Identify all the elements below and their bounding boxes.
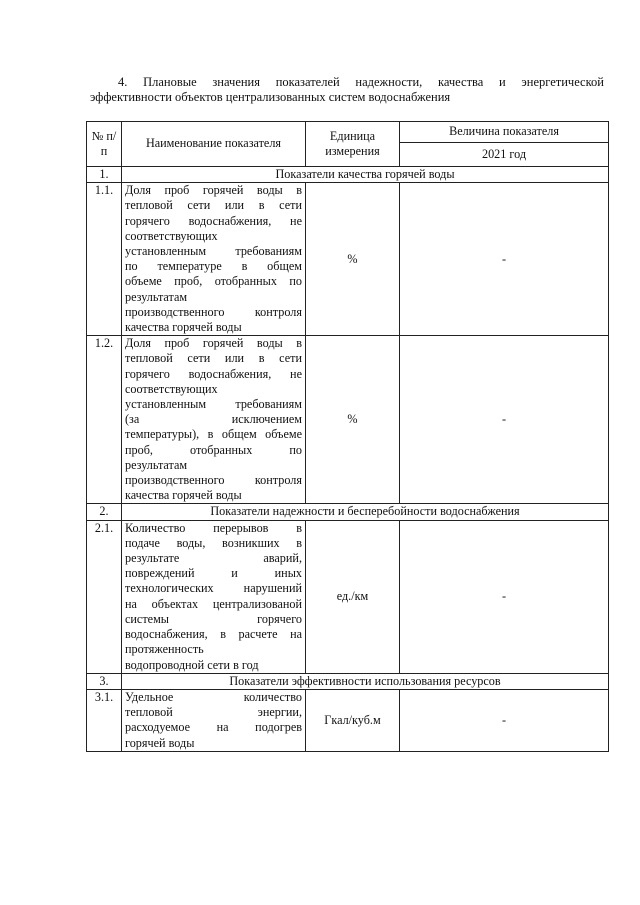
indicator-name-line: температуры), в общем объеме bbox=[125, 427, 302, 442]
indicator-name-line: качества горячей воды bbox=[125, 320, 242, 335]
indicator-name-line: соответствующих bbox=[125, 228, 218, 243]
indicator-name-line: установленным требованиям bbox=[125, 244, 302, 259]
indicator-name-line: качества горячей воды bbox=[125, 488, 242, 503]
indicator-row bbox=[87, 336, 609, 504]
indicator-name-line: протяженность bbox=[125, 642, 204, 657]
indicator-value: - bbox=[400, 183, 609, 336]
indicator-name-line: горячей воды bbox=[125, 735, 195, 750]
indicator-value: - bbox=[400, 520, 609, 673]
indicator-name-line: тепловой сети или в сети bbox=[125, 198, 302, 213]
indicator-name-line: Доля проб горячей воды в bbox=[125, 336, 302, 351]
indicators-table bbox=[86, 121, 609, 752]
section-num: 3. bbox=[87, 673, 122, 689]
indicator-name-line: проб, отобранных по bbox=[125, 442, 302, 457]
indicator-value: - bbox=[400, 689, 609, 751]
section-heading bbox=[90, 75, 604, 105]
indicator-num: 1.1. bbox=[87, 183, 122, 336]
indicator-name-line: тепловой сети или в сети bbox=[125, 351, 302, 366]
section-num: 1. bbox=[87, 167, 122, 183]
section-row bbox=[87, 673, 609, 689]
indicator-unit: % bbox=[306, 183, 400, 336]
indicator-name bbox=[122, 520, 306, 673]
header-year: 2021 год bbox=[400, 143, 609, 167]
indicator-name-line: Удельное количество bbox=[125, 689, 302, 704]
indicator-num: 2.1. bbox=[87, 520, 122, 673]
indicator-name-line: подаче воды, возникших в bbox=[125, 535, 302, 550]
indicator-name-line: результатам bbox=[125, 289, 188, 304]
indicator-name-line: объеме проб, отобранных по bbox=[125, 274, 302, 289]
indicator-row bbox=[87, 183, 609, 336]
indicator-name-line: производственного контроля bbox=[125, 473, 302, 488]
table-header-row bbox=[87, 122, 609, 143]
heading-line-2: эффективности объектов централизованных систем водоснабжения bbox=[90, 90, 451, 104]
indicator-name-line: на объектах централизованой bbox=[125, 596, 302, 611]
section-title: Показатели надежности и бесперебойности водоснабжения bbox=[122, 504, 609, 520]
header-num bbox=[87, 122, 122, 167]
indicator-row bbox=[87, 689, 609, 751]
indicator-name-line: результате аварий, bbox=[125, 551, 302, 566]
indicator-name-line: горячего водоснабжения, не bbox=[125, 366, 302, 381]
section-title: Показатели качества горячей воды bbox=[122, 167, 609, 183]
header-num-text: № п/п bbox=[91, 128, 117, 158]
indicator-value: - bbox=[400, 336, 609, 504]
section-num: 2. bbox=[87, 504, 122, 520]
indicator-name-line: технологических нарушений bbox=[125, 581, 302, 596]
section-title: Показатели эффективности использования ресурсов bbox=[122, 673, 609, 689]
indicator-name-line: горячего водоснабжения, не bbox=[125, 213, 302, 228]
indicator-unit: ед./км bbox=[306, 520, 400, 673]
indicator-name-line: соответствующих bbox=[125, 381, 218, 396]
indicator-name-line: расходуемое на подогрев bbox=[125, 720, 302, 735]
indicator-name-line: производственного контроля bbox=[125, 304, 302, 319]
indicator-name-line: системы горячего bbox=[125, 611, 302, 626]
indicator-row bbox=[87, 520, 609, 673]
indicator-name-line: результатам bbox=[125, 457, 188, 472]
indicator-name bbox=[122, 183, 306, 336]
indicators-table-body bbox=[87, 122, 609, 752]
indicator-name-line: Количество перерывов в bbox=[125, 520, 302, 535]
indicator-num: 3.1. bbox=[87, 689, 122, 751]
indicator-name-line: установленным требованиям bbox=[125, 397, 302, 412]
indicator-name bbox=[122, 336, 306, 504]
indicator-name-line: тепловой энергии, bbox=[125, 705, 302, 720]
indicator-name-line: Доля проб горячей воды в bbox=[125, 183, 302, 198]
indicator-name bbox=[122, 689, 306, 751]
indicator-name-line: водопроводной сети в год bbox=[125, 657, 259, 672]
header-name: Наименование показателя bbox=[122, 122, 306, 167]
section-row bbox=[87, 504, 609, 520]
indicator-name-line: по температуре в общем bbox=[125, 259, 302, 274]
indicator-name-line: повреждений и иных bbox=[125, 566, 302, 581]
header-unit: Единица измерения bbox=[306, 122, 400, 167]
indicator-name-line: водоснабжения, в расчете на bbox=[125, 627, 302, 642]
heading-line-1: 4. Плановые значения показателей надежности, качества и энергетической bbox=[118, 75, 604, 89]
section-row bbox=[87, 167, 609, 183]
indicator-num: 1.2. bbox=[87, 336, 122, 504]
header-value-group: Величина показателя bbox=[400, 122, 609, 143]
indicator-unit: % bbox=[306, 336, 400, 504]
indicator-unit: Гкал/куб.м bbox=[306, 689, 400, 751]
indicator-name-line: (за исключением bbox=[125, 412, 302, 427]
